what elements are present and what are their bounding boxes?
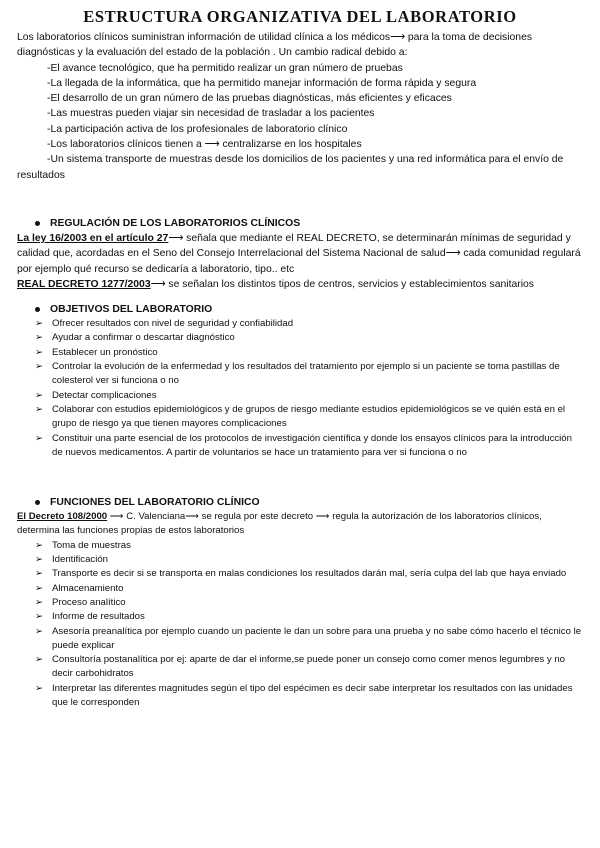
section-heading-regulacion	[17, 216, 583, 231]
arrow-bullet-icon: ➢	[35, 582, 44, 594]
arrow-bullet-icon: ➢	[35, 682, 44, 694]
funciones-list	[17, 539, 583, 711]
list-item: ➢ Transporte es decir si se transporta en malas condiciones los resultados darán mal, sería culpa del lab que haya enviado	[17, 567, 583, 581]
intro-item: -Las muestras pueden viajar sin necesidad de trasladar a los pacientes	[47, 108, 375, 120]
list-item: ➢ Colaborar con estudios epidemiológicos y de grupos de riesgo mediante estudios epidemiológicos se ve quién está en el grupo de riesgo ya que tienen mayores complicaciones	[35, 403, 566, 430]
list-item: ➢ Informe de resultados	[17, 610, 583, 624]
list-item: ➢ Almacenamiento	[17, 582, 583, 596]
list-item: ➢ Establecer un pronóstico	[17, 346, 583, 360]
objetivos-list	[17, 317, 583, 460]
list-item: ➢ Proceso analítico	[17, 596, 583, 610]
intro-item: -La llegada de la informática, que ha permitido manejar información de forma rápida y segura	[47, 77, 477, 89]
real-decreto-reference: REAL DECRETO 1277/2003	[17, 278, 151, 290]
arrow-bullet-icon: ➢	[35, 625, 44, 637]
intro-paragraph: Los laboratorios clínicos suministran información de utilidad clínica a los médicos⟶ para la toma de decisiones diagnósticas y la evaluación del estado de la población . Un cambio radical debido a:	[17, 32, 533, 59]
arrow-bullet-icon: ➢	[35, 318, 44, 330]
list-item: ➢ Ayudar a confirmar o descartar diagnóstico	[17, 331, 583, 345]
ley-text: ⟶ señala que mediante el REAL DECRETO, se determinarán mínimas de seguridad y calidad que, acordadas en el Seno del Consejo Interrelacional del Sistema Nacional de salud⟶ cada comunidad regulará por ejemplo qué recurso se dedicaría a laboratorio, tipo.. etc	[17, 232, 581, 275]
list-item: ➢ Constituir una parte esencial de los protocolos de investigación científica y donde los ensayos clínicos para la introducción de nuevos medicamentos. A partir de voluntarios se hace un tratamiento para ver si funciona o no	[35, 432, 572, 458]
arrow-bullet-icon: ➢	[35, 346, 44, 358]
intro-item: -Los laboratorios clínicos tienen a ⟶ centralizarse en los hospitales	[47, 139, 362, 151]
list-item: ➢ Interpretar las diferentes magnitudes según el tipo del espécimen es decir sabe interpretar los resultados con las unidades que le corresponden	[35, 682, 573, 708]
decreto-reference: El Decreto 108/2000	[17, 511, 108, 523]
arrow-bullet-icon: ➢	[35, 539, 44, 551]
intro-item-last: -Un sistema transporte de muestras desde los domicilios de los pacientes y una red informática para el envío de resultados	[17, 154, 564, 181]
list-item: ➢ Detectar complicaciones	[17, 389, 583, 403]
arrow-bullet-icon: ➢	[35, 554, 44, 566]
section-heading-text: OBJETIVOS DEL LABORATORIO	[50, 304, 213, 316]
arrow-bullet-icon: ➢	[35, 403, 44, 415]
list-item: ➢ Ofrecer resultados con nivel de seguridad y confiabilidad	[17, 317, 583, 331]
section-heading-objetivos	[17, 302, 583, 317]
bullet-dot-icon	[35, 500, 40, 505]
bullet-dot-icon	[35, 221, 40, 226]
intro-item: -El desarrollo de un gran número de las pruebas diagnósticas, más eficientes y eficaces	[47, 93, 452, 105]
section-heading-text: FUNCIONES DEL LABORATORIO CLÍNICO	[50, 497, 260, 509]
real-decreto-paragraph	[17, 277, 583, 292]
intro-item: -La participación activa de los profesionales de laboratorio clínico	[47, 123, 348, 135]
list-item: ➢ Consultoría postanalítica por ej: aparte de dar el informe,se puede poner un consejo como comer menos legumbres y no decir carbohidratos	[35, 654, 566, 680]
arrow-bullet-icon: ➢	[35, 654, 44, 666]
section-heading-text: REGULACIÓN DE LOS LABORATORIOS CLÍNICOS	[50, 217, 301, 229]
arrow-bullet-icon: ➢	[35, 568, 44, 580]
list-item: ➢ Asesoría preanalítica por ejemplo cuando un paciente le dan un sobre para una prueba y no sabe cómo hacerlo el técnico le puede explicar	[35, 625, 582, 651]
intro-item: -El avance tecnológico, que ha permitido realizar un gran número de pruebas	[47, 62, 403, 74]
ley-paragraph	[17, 231, 583, 277]
list-item: ➢ Identificación	[17, 553, 583, 567]
decreto-paragraph	[17, 510, 583, 539]
decreto-text: ⟶ C. Valenciana⟶ se regula por este decreto ⟶ regula la autorización de los laboratorios clínicos, determina las funciones propias de estos laboratorios	[17, 511, 542, 537]
list-item: ➢ Toma de muestras	[17, 539, 583, 553]
arrow-bullet-icon: ➢	[35, 332, 44, 344]
ley-reference: La ley 16/2003 en el artículo 27	[17, 232, 169, 244]
document-page	[17, 7, 583, 710]
arrow-bullet-icon: ➢	[35, 596, 44, 608]
bullet-dot-icon	[35, 307, 40, 312]
page-title: ESTRUCTURA ORGANIZATIVA DEL LABORATORIO	[83, 7, 517, 26]
real-decreto-text: ⟶ se señalan los distintos tipos de centros, servicios y establecimientos sanitarios	[150, 278, 534, 290]
section-heading-funciones	[17, 495, 583, 510]
arrow-bullet-icon: ➢	[35, 361, 44, 373]
arrow-bullet-icon: ➢	[35, 389, 44, 401]
intro-list	[17, 61, 583, 183]
arrow-bullet-icon: ➢	[35, 611, 44, 623]
arrow-bullet-icon: ➢	[35, 432, 44, 444]
list-item: ➢ Controlar la evolución de la enfermedad y los resultados del tratamiento por ejemplo si un paciente se toma pastillas de colesterol ver si funciona o no	[35, 361, 560, 387]
